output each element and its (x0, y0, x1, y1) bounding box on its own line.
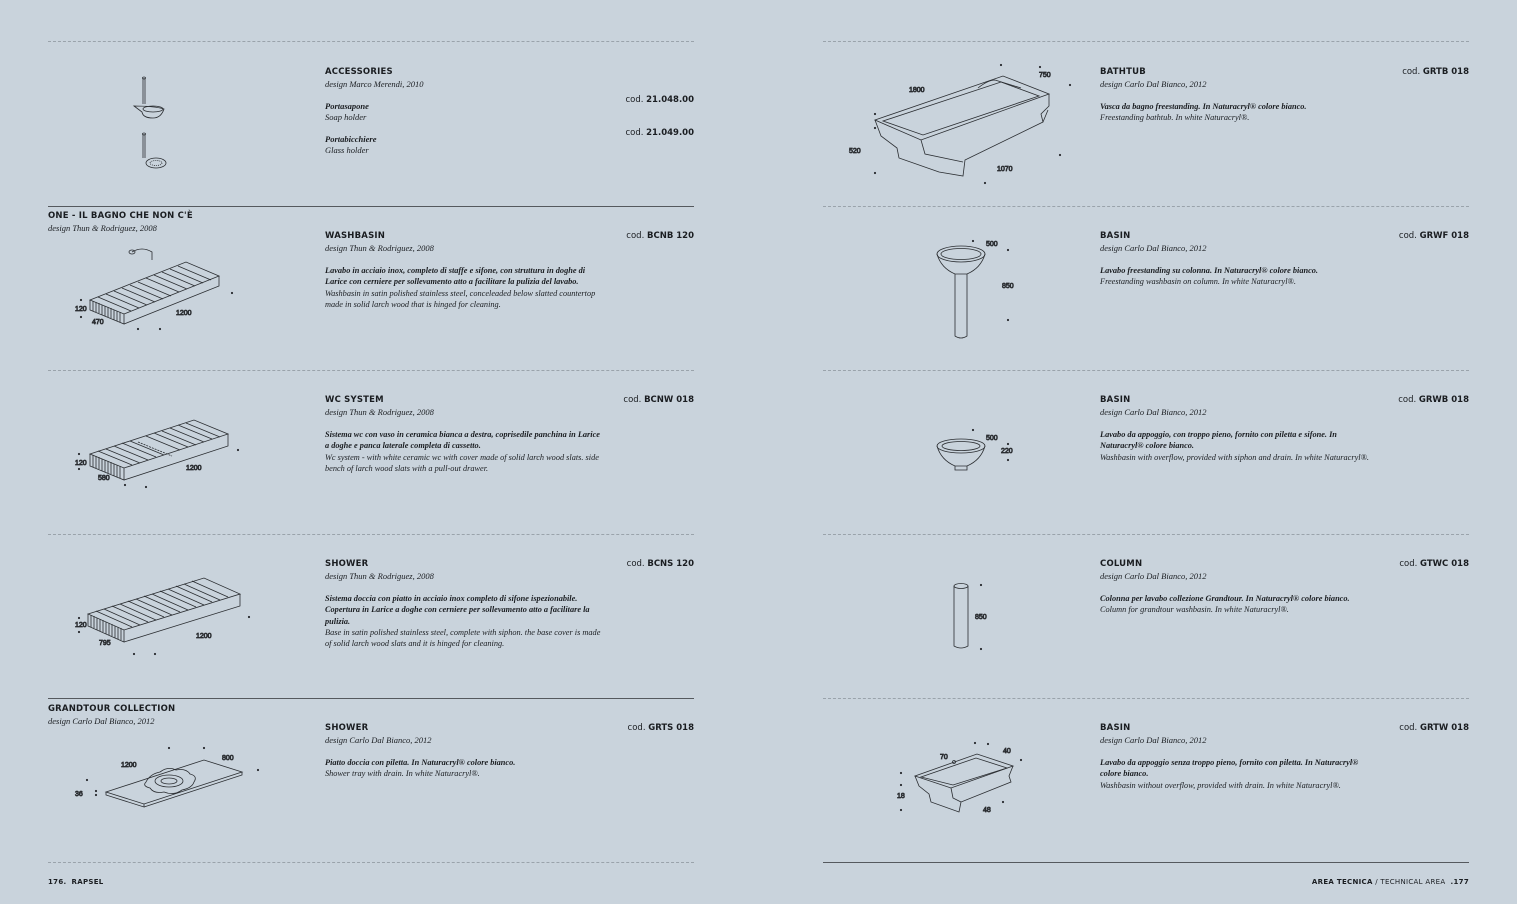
product-code: cod. GTWC 018 (1399, 559, 1469, 569)
dimension-label: 580 (98, 475, 110, 482)
page-number: 176. (48, 878, 67, 886)
collection-title: GRANDTOUR COLLECTION (48, 704, 176, 714)
product-description (1100, 429, 1380, 463)
section-divider (48, 534, 694, 535)
product-description (1100, 101, 1380, 124)
page-footer-right (1312, 878, 1469, 886)
item-name-english: Glass holder (325, 145, 369, 155)
brand-name: RAPSEL (71, 878, 104, 886)
page-footer-left (48, 878, 104, 886)
product-title: WC SYSTEM (325, 395, 384, 405)
description-english: Washbasin with overflow, provided with siphon and drain. In white Naturacryl®. (1100, 452, 1369, 462)
item-name-italian: Portasapone (325, 101, 369, 111)
section-divider (823, 862, 1469, 863)
column-drawing (948, 578, 1008, 658)
dimension-label: 120 (75, 460, 87, 467)
product-title: BASIN (1100, 723, 1131, 733)
section-divider (48, 698, 694, 699)
product-code: cod. GRWB 018 (1398, 395, 1469, 405)
basin-small-entry (1100, 723, 1469, 791)
product-description (325, 265, 605, 310)
dimension-label: 470 (92, 319, 104, 326)
soap-holder-drawing (133, 76, 173, 120)
description-italian: Lavabo freestanding su colonna. In Naturacryl® colore bianco. (1100, 266, 1319, 275)
section-name: AREA TECNICA (1311, 878, 1373, 886)
item-name-italian: Portabicchiere (325, 134, 377, 144)
product-title: COLUMN (1100, 559, 1143, 569)
description-italian: Lavabo da appoggio, con troppo pieno, fornito con piletta e sifone. In Naturacryl® colore bianco. (1100, 430, 1337, 451)
basin-countertop-entry (1100, 395, 1469, 463)
product-description (1100, 265, 1380, 288)
dimension-label: 48 (983, 807, 991, 814)
dimension-label: 795 (99, 640, 111, 647)
description-english: Freestanding bathtub. In white Naturacryl®. (1100, 113, 1250, 123)
dimension-label: 40 (1003, 748, 1011, 755)
wc-system-drawing (68, 412, 248, 497)
shower-one-drawing (68, 570, 258, 662)
designer-credit: design Carlo Dal Bianco, 2012 (1100, 571, 1207, 581)
section-divider (823, 206, 1469, 207)
product-title: SHOWER (325, 723, 369, 733)
accessory-item (325, 128, 694, 156)
section-divider (48, 862, 694, 863)
dimension-label: 120 (75, 306, 87, 313)
product-title: SHOWER (325, 559, 369, 569)
dimension-label: 1070 (997, 166, 1013, 173)
description-italian: Colonna per lavabo collezione Grandtour. In Naturacryl® colore bianco. (1100, 594, 1350, 603)
dimension-label: 18 (897, 793, 905, 800)
countertop-basin-drawing (933, 426, 1023, 481)
shower-one-entry (325, 559, 694, 649)
washbasin-drawing (68, 240, 248, 335)
section-divider (823, 698, 1469, 699)
section-divider (48, 206, 694, 207)
description-english: Washbasin in satin polished stainless steel, conceleaded below slatted countertop made in solid larch wood that is hinged for cleaning. (325, 288, 596, 309)
description-english: Column for grandtour washbasin. In white Naturacryl®. (1100, 605, 1289, 615)
product-code: cod. BCNS 120 (626, 559, 694, 569)
dimension-label: 120 (75, 622, 87, 629)
product-title: BASIN (1100, 395, 1131, 405)
basin-column-entry (1100, 231, 1469, 288)
designer-credit: design Carlo Dal Bianco, 2012 (1100, 407, 1207, 417)
dimension-label: 500 (986, 435, 998, 442)
product-title: WASHBASIN (325, 231, 386, 241)
product-description (1100, 757, 1380, 791)
description-english: Freestanding washbasin on column. In white Naturacryl®. (1100, 277, 1296, 287)
dimension-label: 1200 (186, 465, 202, 472)
dimension-label: 1200 (196, 633, 212, 640)
product-code: cod. BCNB 120 (626, 231, 694, 241)
section-divider (48, 370, 694, 371)
product-code: cod. 21.049.00 (625, 128, 694, 138)
description-italian: Sistema wc con vaso in ceramica bianca a destra, coprisedile panchina in Larice a doghe e panca laterale completa di cassetto. (325, 430, 600, 451)
column-entry (1100, 559, 1469, 616)
designer-credit: design Carlo Dal Bianco, 2012 (48, 716, 155, 726)
collection-header (48, 211, 193, 234)
description-italian: Piatto doccia con piletta. In Naturacryl® colore bianco. (325, 758, 516, 767)
description-english: Washbasin without overflow, provided with drain. In white Naturacryl®. (1100, 780, 1341, 790)
designer-credit: design Carlo Dal Bianco, 2012 (325, 735, 432, 745)
wc-system-entry (325, 395, 694, 474)
dimension-label: 1200 (176, 310, 192, 317)
left-page (48, 0, 694, 904)
designer-credit: design Thun & Rodriguez, 2008 (325, 571, 434, 581)
description-italian: Lavabo da appoggio senza troppo pieno, fornito con piletta. In Naturacryl® colore bianco. (1100, 758, 1359, 779)
collection-header (48, 704, 175, 727)
section-divider (823, 370, 1469, 371)
product-code: cod. GRTB 018 (1402, 67, 1469, 77)
product-description (325, 593, 605, 649)
product-code: cod. GRTS 018 (627, 723, 694, 733)
designer-credit: design Carlo Dal Bianco, 2012 (1100, 735, 1207, 745)
product-description (325, 429, 605, 474)
dimension-label: 36 (75, 791, 83, 798)
page-number: .177 (1450, 878, 1469, 886)
shower-grandtour-entry (325, 723, 694, 780)
product-description (325, 757, 605, 780)
designer-credit: design Carlo Dal Bianco, 2012 (1100, 243, 1207, 253)
dimension-label: 850 (1002, 283, 1014, 290)
bathtub-entry (1100, 67, 1469, 124)
description-italian: Lavabo in acciaio inox, completo di staffe e sifone, con struttura in doghe di Larice con cerniere per sollevamento atto a facilitare la pulizia del lavabo. (325, 266, 586, 287)
product-code: cod. BCNW 018 (623, 395, 694, 405)
dimension-label: 220 (1001, 448, 1013, 455)
description-english: Wc system - with white ceramic wc with cover made of solid larch wood slats. side bench of larch wood slats with a pull-out drawer. (325, 452, 599, 473)
washbasin-entry (325, 231, 694, 310)
section-divider (48, 41, 694, 42)
description-english: Base in satin polished stainless steel, complete with siphon. the base cover is made of solid larch wood slats and it is hinged for cleaning. (325, 627, 601, 649)
column-basin-drawing (933, 234, 1023, 344)
dimension-label: 750 (1039, 72, 1051, 79)
dimension-label: 1200 (121, 762, 137, 769)
dimension-label: 520 (849, 148, 861, 155)
product-title: BASIN (1100, 231, 1131, 241)
item-name-english: Soap holder (325, 112, 367, 122)
description-italian: Vasca da bagno freestanding. In Naturacryl® colore bianco. (1100, 102, 1307, 111)
description-italian: Sistema doccia con piatto in acciaio inox completo di sifone ispezionabile. Copertura in Larice a doghe con cerniere per sollevamento atto a facilitare la pulizia. (325, 594, 590, 626)
designer-credit: design Thun & Rodriguez, 2008 (325, 407, 434, 417)
product-title: BATHTUB (1100, 67, 1146, 77)
dimension-label: 800 (222, 755, 234, 762)
designer-credit: design Marco Merendi, 2010 (325, 79, 424, 89)
footer-separator: / (1375, 878, 1378, 886)
section-divider (823, 41, 1469, 42)
dimension-label: 1800 (909, 87, 925, 94)
shower-tray-drawing (68, 742, 268, 822)
product-code: cod. GRWF 018 (1398, 231, 1469, 241)
product-description (1100, 593, 1380, 616)
section-divider (823, 534, 1469, 535)
accessories-entry (325, 67, 694, 156)
dimension-label: 850 (975, 614, 987, 621)
glass-holder-drawing (133, 132, 173, 172)
dimension-label: 500 (986, 241, 998, 248)
product-code: cod. 21.048.00 (625, 95, 694, 105)
section-name-english: TECHNICAL AREA (1380, 878, 1446, 886)
description-english: Shower tray with drain. In white Naturacryl®. (325, 769, 480, 779)
designer-credit: design Carlo Dal Bianco, 2012 (1100, 79, 1207, 89)
designer-credit: design Thun & Rodriguez, 2008 (325, 243, 434, 253)
designer-credit: design Thun & Rodriguez, 2008 (48, 223, 157, 233)
bathtub-drawing (843, 58, 1083, 193)
small-basin-drawing (893, 740, 1043, 820)
collection-title: ONE - IL BAGNO CHE NON C'È (48, 211, 193, 221)
dimension-label: 70 (940, 754, 948, 761)
right-page (823, 0, 1469, 904)
accessory-item (325, 95, 694, 123)
product-code: cod. GRTW 018 (1399, 723, 1469, 733)
product-title: ACCESSORIES (325, 67, 393, 77)
